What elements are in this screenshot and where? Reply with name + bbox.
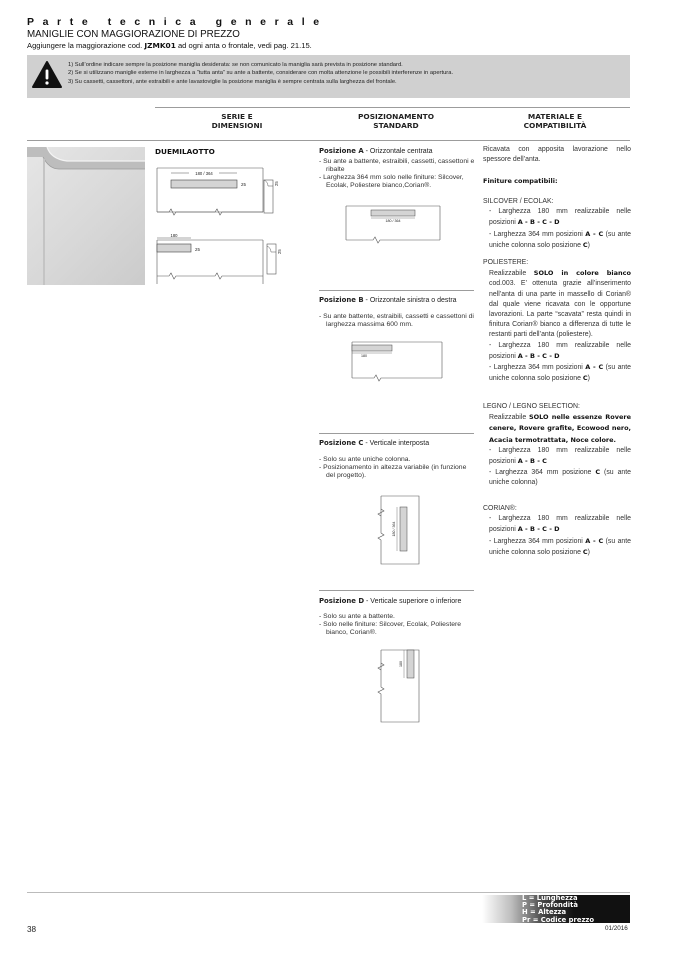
position-c-diagram: [375, 494, 425, 568]
column-header-position: POSIZIONAMENTO STANDARD: [358, 112, 434, 130]
position-dim-label: 180 / 364: [392, 521, 396, 537]
column-header-series: SERIE E DIMENSIONI: [211, 112, 263, 130]
list-item: - Larghezza 364 mm solo nelle finiture: Silcover, Ecolak, Poliestere bianco,Corian®.: [319, 174, 464, 189]
list-item: - Solo su ante uniche colonna.: [319, 456, 411, 463]
material-poliestere: POLIESTERE: Realizzabile SOLO in colore bianco cod.003. E’ ottenuta grazie all’inserimento nell’anta di una parte in massello di Corian® dal quale viene ricavata con le opportune lavorazioni. La parte “scavata” resta quindi in finitura Corian® bianco a differenza di tutte le restanti parti dell’anta (poliestere). - Larghezza 180 mm realizzabile nelle posizioni A - B - C - D - Larghezza 364 mm posizioni A - C (su ante uniche colonna solo posizione C): [483, 259, 631, 383]
material-corian: CORIAN®: - Larghezza 180 mm realizzabile nelle posizioni A - B - C - D - Larghezza 364 mm posizioni A - C (su ante uniche colonna solo posizione C): [483, 505, 631, 556]
drawing-front-180: [155, 232, 295, 290]
drawing-length-label: 180: [170, 233, 178, 238]
product-name: DUEMILAOTTO: [155, 147, 215, 156]
position-dim-label: 180: [399, 661, 403, 667]
drawing-side-label: 25: [277, 249, 282, 254]
legend-item: H = Altezza: [522, 908, 567, 917]
list-item: - Su ante battente, estraibili, cassetti e cassettoni di larghezza massima 600 mm.: [319, 313, 474, 328]
position-d-list: [319, 613, 476, 637]
notice-list: [68, 61, 453, 86]
header-rule-bottom: [27, 140, 630, 141]
legend-item: Pr = Codice prezzo: [522, 915, 595, 924]
divider: [319, 590, 474, 591]
position-b-title: Posizione B - Orizzontale sinistra o destra: [319, 296, 457, 304]
position-dim-label: 180: [361, 354, 367, 358]
footer-rule: [27, 892, 630, 893]
list-item: - Solo nelle finiture: Silcover, Ecolak, Poliestere bianco, Corian®.: [319, 621, 462, 636]
edition-date: 01/2016: [605, 925, 628, 932]
warning-icon: [31, 59, 63, 91]
notice-item: 2) Se si utilizzano maniglie esterne in larghezza a “tutta anta” su ante a battente, considerare con molta attenzione le possibili interferenze in apertura.: [68, 70, 454, 77]
notice-item: 3) Su cassetti, cassettoni, ante estraibili e ante lavastoviglie la posizione maniglia è sempre centrata sulla larghezza del frontale.: [68, 78, 397, 85]
column-header-material: MATERIALE E COMPATIBILITÀ: [523, 112, 587, 130]
position-d-title: Posizione D - Verticale superiore o inferiore: [319, 597, 462, 605]
divider: [319, 290, 474, 291]
position-c-list: [319, 456, 476, 480]
material-legno: LEGNO / LEGNO SELECTION: Realizzabile SOLO nelle essenze Rovere cenere, Rovere grafite, Ecowood nero, Acacia termotrattata, Noce colore. - Larghezza 180 mm realizzabile nelle posizioni A - B - C - Larghezza 364 mm posizione C (su ante uniche colonna): [483, 403, 631, 487]
surcharge-note: Aggiungere la maggiorazione cod. JZMK01 ad ogni anta o frontale, vedi pag. 21.15.: [27, 41, 312, 50]
header-rule-top: [155, 107, 630, 108]
page-title: Parte tecnica generale: [27, 16, 328, 28]
position-b-diagram: [350, 340, 444, 382]
list-item: - Su ante a battente, estraibili, cassetti, cassettoni e ribalte: [319, 158, 475, 173]
position-dim-label: 180 / 364: [385, 219, 401, 223]
position-a-diagram: [343, 204, 443, 246]
material-silcover: SILCOVER / ECOLAK: - Larghezza 180 mm realizzabile nelle posizioni A - B - C - D - Larghezza 364 mm posizioni A - C (su ante uniche colonna solo posizione C): [483, 198, 631, 249]
page-number: 38: [27, 925, 37, 934]
list-item: - Posizionamento in altezza variabile (in funzione del progetto).: [319, 464, 467, 479]
finiture-title: Finiture compatibili:: [483, 177, 558, 185]
section-subtitle: MANIGLIE CON MAGGIORAZIONE DI PREZZO: [27, 29, 240, 40]
legend-item: L = Lunghezza: [522, 894, 578, 902]
drawing-length-label: 180 / 364: [195, 171, 213, 176]
list-item: - Solo su ante a battente.: [319, 613, 395, 620]
position-c-title: Posizione C - Verticale interposta: [319, 439, 430, 447]
drawing-side-label: 25: [274, 181, 279, 186]
product-photo: [27, 147, 145, 285]
drawing-height-label: 25: [195, 247, 200, 252]
materials-intro: Ricavata con apposita lavorazione nello spessore dell’anta.: [483, 146, 631, 164]
position-b-list: [319, 313, 476, 329]
surcharge-code: JZMK01: [144, 41, 176, 50]
position-d-diagram: [375, 648, 425, 726]
divider: [319, 433, 474, 434]
handle-photo-illustration: [27, 147, 145, 285]
drawing-front-364: [155, 160, 295, 218]
position-a-list: [319, 158, 476, 190]
notice-item: 1) Sull’ordine indicare sempre la posizione maniglia desiderata: se non comunicato la maniglia sarà prevista in posizione standard.: [68, 62, 403, 68]
drawing-height-label: 25: [241, 182, 246, 187]
position-a-title: Posizione A - Orizzontale centrata: [319, 147, 433, 155]
legend-item: P = Profondità: [522, 901, 578, 910]
legend: [522, 895, 594, 924]
